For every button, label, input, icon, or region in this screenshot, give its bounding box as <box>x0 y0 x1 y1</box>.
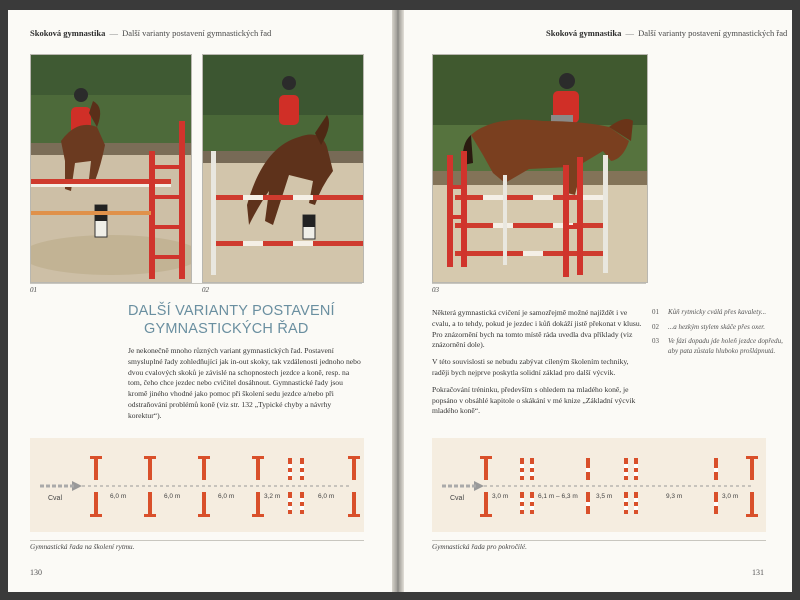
diagram-rule <box>432 540 766 541</box>
diagram-caption-left: Gymnastická řada na školení rytmu. <box>30 543 135 551</box>
photo-notes <box>652 308 784 361</box>
section-title <box>128 302 368 338</box>
distance-label: 3,0 m <box>722 493 739 500</box>
jump-line-diagram-right <box>432 438 766 532</box>
distance-label: 3,0 m <box>492 493 509 500</box>
jump-line-diagram-left <box>30 438 364 532</box>
distance-label: 6,1 m – 6,3 m <box>538 493 578 500</box>
section-title-line-2: GYMNASTICKÝCH ŘAD <box>144 321 309 337</box>
page-number-right: 131 <box>752 568 764 577</box>
header-separator: — <box>109 28 118 38</box>
right-body-text <box>432 308 644 423</box>
header-separator: — <box>625 28 634 38</box>
photo-03 <box>432 54 648 283</box>
photo-01-number: 01 <box>30 286 37 294</box>
header-chapter: Další varianty postavení gymnastických řad <box>638 28 788 38</box>
book-gutter <box>392 10 404 592</box>
diagram-rule <box>30 540 364 541</box>
header-section: Skoková gymnastika <box>30 28 106 38</box>
note-text: Kůň rytmicky cválá přes kavalety... <box>668 308 767 316</box>
diagram-cval-label: Cval <box>450 495 465 502</box>
right-paragraph: Některá gymnastická cvičení je samozřejmě možné najíždět i ve cvalu, a to tehdy, pokud je jezdec i kůň dokáží jistě překonat v klusu. Pro znázornění bych na tomto místě ráda uvedla dva příklady (viz znázornění dole). <box>432 308 642 350</box>
photo-rule <box>30 283 362 284</box>
note-text: ...a hezkým stylem skáče přes oxer. <box>668 322 765 331</box>
right-running-header <box>546 28 787 38</box>
note-number: 02 <box>652 322 659 331</box>
right-paragraph: V této souvislosti se nebudu zabývat cíleným školením techniky, raději bych nejprve poskytla solidní základ pro další výcvik. <box>432 357 629 377</box>
book-spread <box>8 10 792 592</box>
photo-02 <box>202 54 364 283</box>
photo-note <box>652 337 784 356</box>
page-number-left: 130 <box>30 568 42 577</box>
diagram-caption-right: Gymnastická řada pro pokročilé. <box>432 543 527 551</box>
photo-03-number: 03 <box>432 286 439 294</box>
photo-note <box>652 308 784 318</box>
left-body-text <box>128 346 364 428</box>
distance-label: 6,0 m <box>218 493 235 500</box>
photo-02-number: 02 <box>202 286 209 294</box>
distance-label: 3,5 m <box>596 493 613 500</box>
photo-note <box>652 323 784 333</box>
distance-label: 6,0 m <box>164 493 181 500</box>
header-chapter: Další varianty postavení gymnastických řad <box>122 28 272 38</box>
distance-label: 9,3 m <box>666 493 683 500</box>
left-paragraph: Je nekonečně mnoho různých variant gymnastických řad. Postavení smysluplné řady zohledňující jak in-out skoky, tak vzdálenosti jednoho nebo dvou cvalových skoků je závislé na schopnostech jezdce a koně, resp. na tom, čeho chce jezdec nebo cvičitel dosáhnout. Gymnastické řady jsou kromě jiného vhodné jako pomoc při školení sedu jezdce a/nebo při odstraňování problémů koně (viz str. 132 „Typické chyby a návrhy korektur“). <box>128 346 361 420</box>
note-number: 01 <box>652 308 659 316</box>
photo-01 <box>30 54 192 283</box>
distance-label: 3,2 m <box>264 493 281 500</box>
diagram-cval-label: Cval <box>48 495 63 502</box>
left-page <box>8 10 392 592</box>
right-page <box>404 10 792 592</box>
right-paragraph: Pokračování tréninku, především s ohledem na mladého koně, je popsáno v obsáhlé kapitole o skákání v mé knize „Základní výcvik mladého koně“. <box>432 384 636 416</box>
note-text: Ve fázi dopadu jde holeň jezdce dopředu, aby pata zůstala hluboko prošlápnutá. <box>668 337 783 355</box>
header-section: Skoková gymnastika <box>546 28 622 38</box>
section-title-line-1: DALŠÍ VARIANTY POSTAVENÍ <box>128 303 335 319</box>
photo-rule <box>432 283 646 284</box>
note-number: 03 <box>652 337 659 345</box>
distance-label: 6,0 m <box>318 493 335 500</box>
left-running-header <box>30 28 271 38</box>
distance-label: 6,0 m <box>110 493 127 500</box>
